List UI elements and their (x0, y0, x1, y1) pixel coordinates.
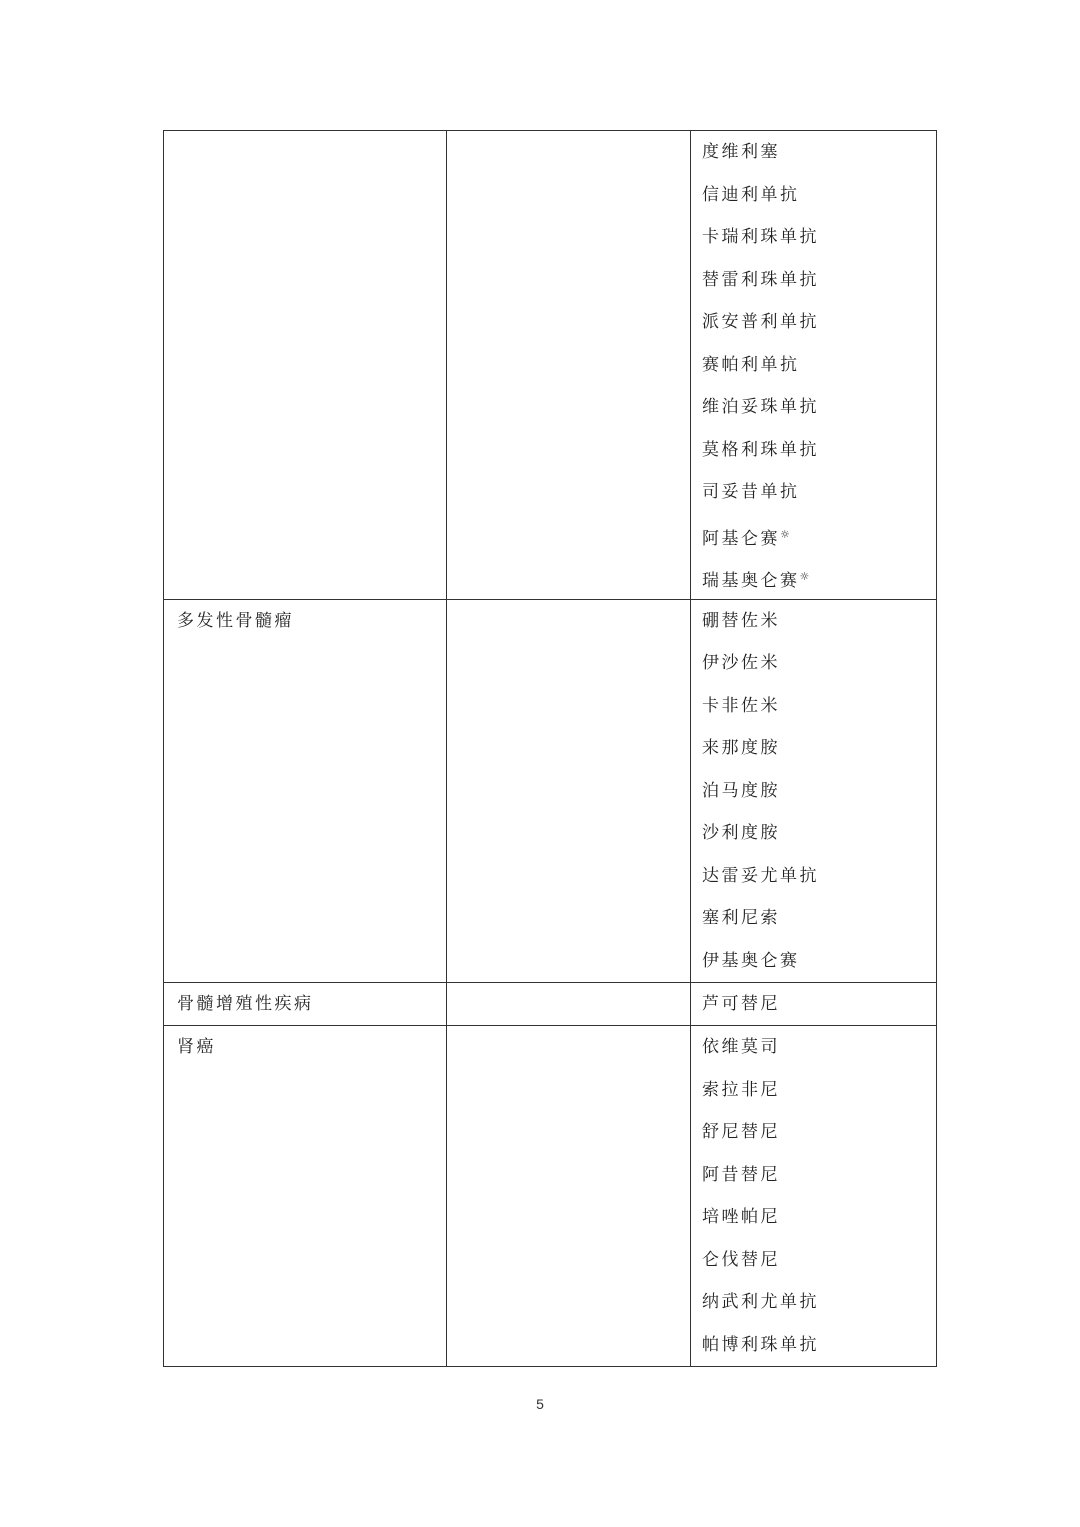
drug-name: 阿昔替尼 (702, 1164, 780, 1185)
drug-item (702, 386, 936, 429)
drug-name: 莫格利珠单抗 (702, 439, 819, 460)
drug-name: 索拉非尼 (702, 1079, 780, 1100)
drug-name: 纳武利尤单抗 (702, 1292, 819, 1312)
drug-cell (691, 983, 937, 1026)
middle-cell (447, 131, 691, 600)
drug-list (691, 600, 936, 983)
middle-cell (447, 599, 691, 983)
drug-item (702, 1111, 936, 1154)
drug-item (702, 1196, 936, 1239)
drug-name: 卡瑞利珠单抗 (702, 227, 819, 247)
drug-name: 派安普利单抗 (702, 312, 819, 332)
table-row (164, 983, 937, 1026)
drug-item (702, 812, 936, 855)
disease-cell (164, 131, 447, 600)
drug-name: 阿基仑赛 (702, 528, 780, 549)
drug-item (702, 216, 936, 259)
disease-name: 肾癌 (177, 1037, 216, 1057)
disease-name (164, 131, 446, 164)
drug-name: 维泊妥珠单抗 (702, 397, 819, 417)
drug-item (702, 642, 936, 685)
drug-name: 硼替佐米 (702, 610, 780, 631)
drug-name: 帕博利珠单抗 (702, 1334, 819, 1355)
drug-item (702, 940, 936, 983)
drug-table (163, 130, 937, 1367)
drug-name: 赛帕利单抗 (702, 354, 800, 375)
drug-item (702, 897, 936, 940)
drug-name: 达雷妥尤单抗 (702, 865, 819, 886)
drug-item (702, 174, 936, 217)
drug-name: 信迪利单抗 (702, 184, 800, 205)
drug-name: 沙利度胺 (702, 823, 780, 843)
drug-cell (691, 131, 937, 600)
drug-item (702, 855, 936, 898)
drug-name: 芦可替尼 (702, 994, 780, 1014)
page-number: 5 (536, 1396, 544, 1412)
drug-name: 泊马度胺 (702, 780, 780, 801)
drug-item (702, 1281, 936, 1324)
drug-item (702, 131, 936, 174)
drug-name: 塞利尼索 (702, 908, 780, 928)
disease-cell (164, 983, 447, 1026)
drug-name: 替雷利珠单抗 (702, 269, 819, 290)
table-row (164, 131, 937, 600)
disease-name: 骨髓增殖性疾病 (177, 994, 314, 1014)
drug-item (702, 471, 936, 514)
drug-item (702, 1239, 936, 1282)
drug-list (691, 1026, 936, 1366)
table-row (164, 1026, 937, 1367)
drug-item (702, 514, 936, 557)
drug-item (702, 429, 936, 472)
drug-item (702, 770, 936, 813)
star-mark-icon: ☼ (780, 527, 790, 541)
drug-item (702, 1154, 936, 1197)
drug-item (702, 556, 936, 599)
drug-name: 伊基奥仑赛 (702, 950, 800, 971)
drug-name: 瑞基奥仑赛 (702, 571, 800, 591)
drug-name: 伊沙佐米 (702, 653, 780, 673)
drug-list (691, 983, 936, 1025)
drug-item (702, 301, 936, 344)
drug-item (702, 983, 936, 1025)
drug-name: 来那度胺 (702, 738, 780, 758)
drug-name: 司妥昔单抗 (702, 482, 800, 502)
drug-item (702, 1324, 936, 1367)
drug-name: 度维利塞 (702, 142, 780, 162)
disease-cell (164, 599, 447, 983)
drug-name: 舒尼替尼 (702, 1122, 780, 1142)
disease-name: 多发性骨髓瘤 (177, 610, 294, 631)
drug-name: 仑伐替尼 (702, 1249, 780, 1270)
disease-cell (164, 1026, 447, 1367)
drug-name: 培唑帕尼 (702, 1207, 780, 1227)
drug-name: 依维莫司 (702, 1037, 780, 1057)
drug-name: 卡非佐米 (702, 695, 780, 716)
drug-item (702, 1069, 936, 1112)
star-mark-icon: ☼ (799, 570, 810, 583)
middle-cell (447, 983, 691, 1026)
drug-cell (691, 599, 937, 983)
drug-list (691, 131, 936, 599)
drug-item (702, 1026, 936, 1069)
drug-item (702, 727, 936, 770)
drug-item (702, 685, 936, 728)
drug-item (702, 600, 936, 643)
drug-cell (691, 1026, 937, 1367)
drug-item (702, 259, 936, 302)
drug-item (702, 344, 936, 387)
table-row (164, 599, 937, 983)
middle-cell (447, 1026, 691, 1367)
